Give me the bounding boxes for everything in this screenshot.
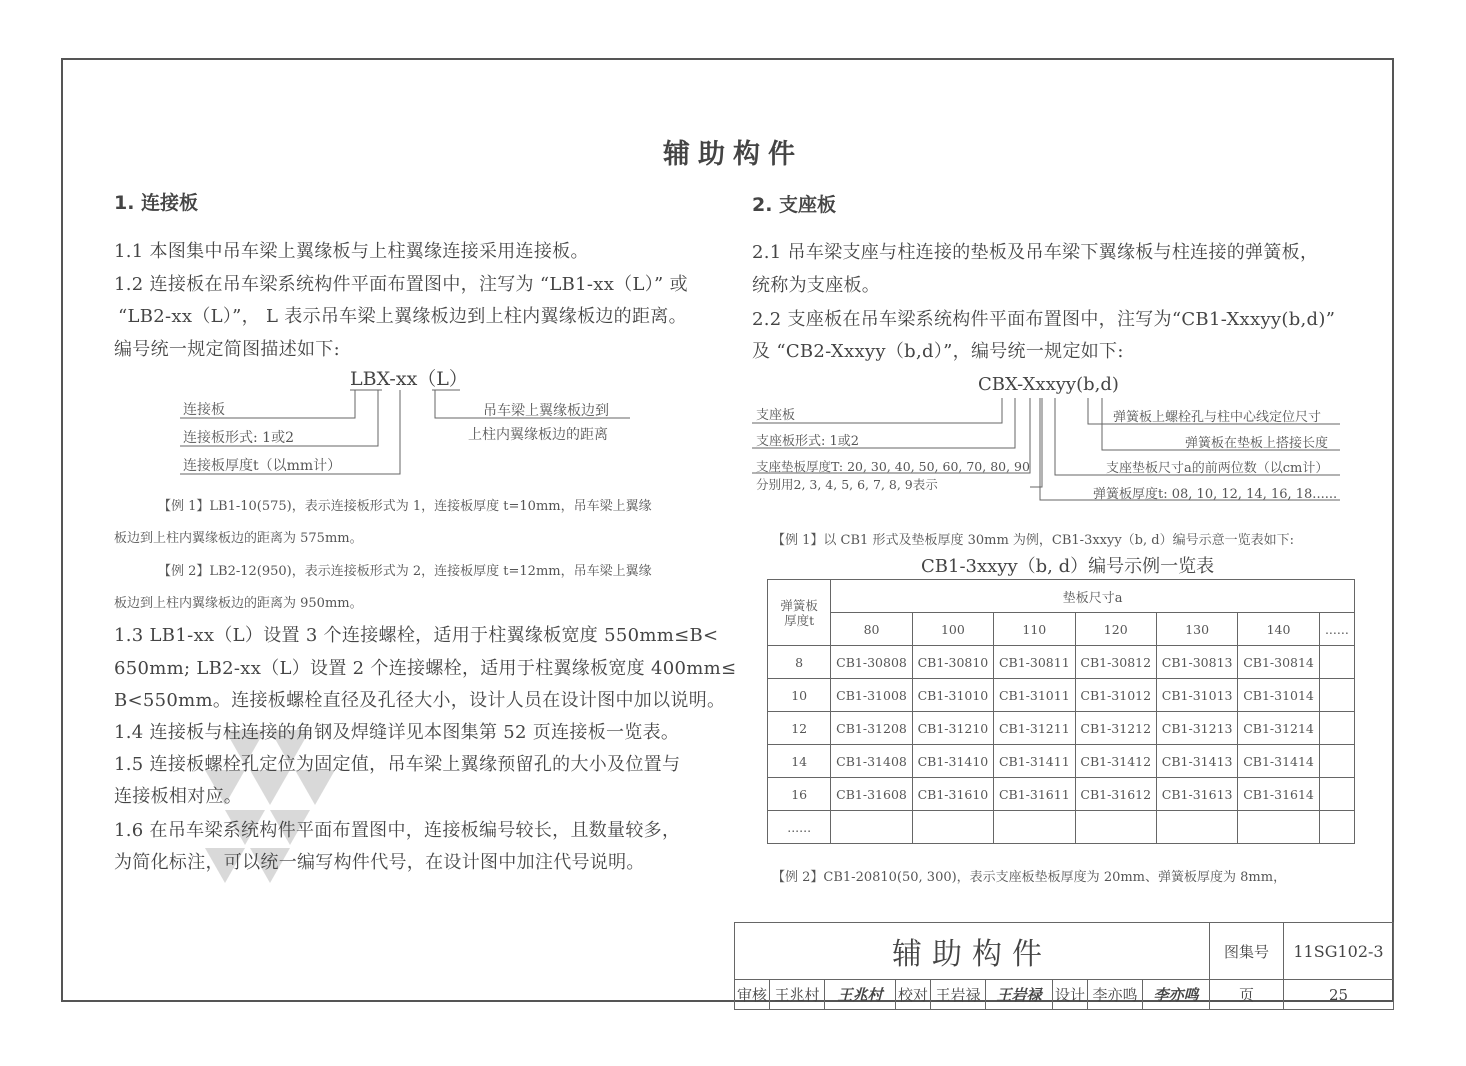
table-cell: CB1-31613 <box>1156 778 1237 811</box>
table-cell: CB1-31414 <box>1238 745 1319 778</box>
table-column-header: ...... <box>1319 613 1354 646</box>
cb-label-plate: 支座板 <box>756 408 796 423</box>
table-column-header: 110 <box>994 613 1075 646</box>
table-cell: CB1-30812 <box>1075 646 1156 679</box>
table-cell <box>1319 712 1354 745</box>
title-block <box>734 922 1394 1010</box>
title-block-designer-signature: 李亦鸣 <box>1142 979 1210 1010</box>
title-block-atlas-no: 11SG102-3 <box>1283 922 1394 980</box>
table-cell: CB1-31211 <box>994 712 1075 745</box>
table-cell: CB1-30811 <box>994 646 1075 679</box>
table-cell: CB1-31013 <box>1156 679 1237 712</box>
table-cell: CB1-31212 <box>1075 712 1156 745</box>
title-block-design-label: 设计 <box>1052 979 1088 1010</box>
cb-example-1: 【例 1】以 CB1 形式及垫板厚度 30mm 为例，CB1-3xxyy（b, d）编号示意一览表如下: <box>772 533 1294 548</box>
example-1-line-b: 板边到上柱内翼缘板边的距离为 575mm。 <box>114 531 363 546</box>
page-title: 辅助构件 <box>663 139 803 170</box>
paragraph-1-3c: B<550mm。连接板螺栓直径及孔径大小，设计人员在设计图中加以说明。 <box>114 690 726 711</box>
table-column-header: 100 <box>912 613 993 646</box>
table-cell: CB1-31213 <box>1156 712 1237 745</box>
table-cell <box>1075 811 1156 844</box>
title-block-page-label: 页 <box>1209 979 1284 1010</box>
paragraph-1-5a: 1.5 连接板螺栓孔定位为固定值，吊车梁上翼缘预留孔的大小及位置与 <box>114 754 681 775</box>
title-block-reviewer-signature: 王兆村 <box>824 979 896 1010</box>
lb-label-thickness: 连接板厚度t（以mm计） <box>183 458 342 474</box>
title-block-review-label: 审核 <box>734 979 770 1010</box>
table-cell: CB1-31412 <box>1075 745 1156 778</box>
table-row <box>768 712 1355 745</box>
cb-label-pad-size: 支座垫板尺寸a的前两位数（以cm计） <box>1106 461 1329 476</box>
paragraph-1-2b: “LB2-xx（L）”， L 表示吊车梁上翼缘板边到上柱内翼缘板边的距离。 <box>118 306 687 327</box>
table-cell <box>1319 778 1354 811</box>
table-cell <box>1319 646 1354 679</box>
cb-numbering-table <box>767 579 1355 844</box>
table-cell: CB1-31008 <box>831 679 912 712</box>
cb-label-pad-thickness: 支座垫板厚度T: 20, 30, 40, 50, 60, 70, 80, 90 <box>756 459 1030 474</box>
table-cell: CB1-31612 <box>1075 778 1156 811</box>
paragraph-2-2a: 2.2 支座板在吊车梁系统构件平面布置图中，注写为“CB1-Xxxyy(b,d)” <box>752 309 1336 330</box>
title-block-name: 辅助构件 <box>734 922 1210 980</box>
example-2-line-b: 板边到上柱内翼缘板边的距离为 950mm。 <box>114 596 363 611</box>
table-cell: CB1-30813 <box>1156 646 1237 679</box>
table-cell: CB1-31011 <box>994 679 1075 712</box>
cb-example-2: 【例 2】CB1-20810(50, 300)，表示支座板垫板厚度为 20mm、弹簧板厚度为 8mm， <box>772 870 1287 885</box>
cb-label-spring-thickness: 弹簧板厚度t: 08, 10, 12, 14, 16, 18...... <box>1093 487 1338 502</box>
table-cell: CB1-31611 <box>994 778 1075 811</box>
table-cell: CB1-31208 <box>831 712 912 745</box>
table-column-header: 120 <box>1075 613 1156 646</box>
title-block-designer: 李亦鸣 <box>1087 979 1143 1010</box>
table-row <box>768 679 1355 712</box>
section-heading-connector-plate: 1. 连接板 <box>114 192 199 214</box>
table-corner-a: 弹簧板 <box>780 597 818 613</box>
table-row-thickness: 16 <box>768 778 831 811</box>
table-row <box>768 811 1355 844</box>
title-block-checker: 王岩禄 <box>930 979 986 1010</box>
table-row-thickness: 8 <box>768 646 831 679</box>
table-cell <box>994 811 1075 844</box>
table-cell: CB1-31014 <box>1238 679 1319 712</box>
table-cell: CB1-30810 <box>912 646 993 679</box>
table-cell: CB1-31610 <box>912 778 993 811</box>
lb-label-distance-a: 吊车梁上翼缘板边到 <box>483 403 609 419</box>
table-cell: CB1-31408 <box>831 745 912 778</box>
paragraph-1-3a: 1.3 LB1-xx（L）设置 3 个连接螺栓，适用于柱翼缘板宽度 550mm≤B< <box>114 625 719 646</box>
paragraph-2-1b: 统称为支座板。 <box>752 275 881 296</box>
table-row-thickness: 14 <box>768 745 831 778</box>
title-block-check-label: 校对 <box>895 979 931 1010</box>
table-cell: CB1-31012 <box>1075 679 1156 712</box>
lb-leader-lines <box>170 385 640 480</box>
table-cell: CB1-31214 <box>1238 712 1319 745</box>
table-row <box>768 745 1355 778</box>
lb-label-form: 连接板形式: 1或2 <box>183 430 294 446</box>
table-column-header-row <box>768 613 1355 646</box>
table-cell: CB1-31614 <box>1238 778 1319 811</box>
paragraph-1-1: 1.1 本图集中吊车梁上翼缘板与上柱翼缘连接采用连接板。 <box>114 241 589 262</box>
cb-label-bolt-position: 弹簧板上螺栓孔与柱中心线定位尺寸 <box>1113 410 1322 425</box>
table-cell: CB1-31608 <box>831 778 912 811</box>
cb-label-pad-codes: 分别用2, 3, 4, 5, 6, 7, 8, 9表示 <box>756 477 938 492</box>
example-1-line-a: 【例 1】LB1-10(575)，表示连接板形式为 1，连接板厚度 t=10mm，吊车梁上翼缘 <box>158 499 652 514</box>
table-corner-b: 厚度t <box>784 612 815 628</box>
table-row <box>768 646 1355 679</box>
paragraph-2-1a: 2.1 吊车梁支座与柱连接的垫板及吊车梁下翼缘板与柱连接的弹簧板， <box>752 242 1319 263</box>
title-block-reviewer: 王兆村 <box>769 979 825 1010</box>
paragraph-1-6b: 为简化标注，可以统一编写构件代号，在设计图中加注代号说明。 <box>114 852 645 873</box>
table-cell <box>831 811 912 844</box>
table-row-thickness: ...... <box>768 811 831 844</box>
table-corner-header <box>768 580 831 646</box>
table-cell: CB1-31210 <box>912 712 993 745</box>
table-cell <box>1319 679 1354 712</box>
table-cell: CB1-30814 <box>1238 646 1319 679</box>
table-cell: CB1-31410 <box>912 745 993 778</box>
table-row-thickness: 10 <box>768 679 831 712</box>
table-cell <box>1156 811 1237 844</box>
paragraph-1-3b: 650mm; LB2-xx（L）设置 2 个连接螺栓，适用于柱翼缘板宽度 400mm≤ <box>114 658 737 679</box>
title-block-checker-signature: 王岩禄 <box>985 979 1053 1010</box>
table-column-header: 130 <box>1156 613 1237 646</box>
lb-code: LBX-xx（L） <box>350 368 468 390</box>
table-title: CB1-3xxyy（b, d）编号示例一览表 <box>921 556 1215 577</box>
table-cell: CB1-31411 <box>994 745 1075 778</box>
paragraph-1-4: 1.4 连接板与柱连接的角钢及焊缝详见本图集第 52 页连接板一览表。 <box>114 722 680 743</box>
cb-leader-lines <box>750 395 1350 505</box>
table-cell <box>912 811 993 844</box>
table-row-thickness: 12 <box>768 712 831 745</box>
cb-label-overlap: 弹簧板在垫板上搭接长度 <box>1185 436 1329 451</box>
table-cell: CB1-31010 <box>912 679 993 712</box>
paragraph-1-5b: 连接板相对应。 <box>114 786 243 807</box>
table-cell <box>1319 745 1354 778</box>
lb-label-distance-b: 上柱内翼缘板边的距离 <box>468 427 608 443</box>
paragraph-2-2b: 及 “CB2-Xxxyy（b,d）”，编号统一规定如下: <box>752 341 1124 362</box>
lb-label-plate: 连接板 <box>183 402 225 418</box>
title-block-atlas-label: 图集号 <box>1209 922 1284 980</box>
paragraph-1-6a: 1.6 在吊车梁系统构件平面布置图中，连接板编号较长，且数量较多， <box>114 820 681 841</box>
table-row <box>768 778 1355 811</box>
table-cell <box>1319 811 1354 844</box>
table-cell <box>1238 811 1319 844</box>
table-cell: CB1-31413 <box>1156 745 1237 778</box>
table-cell: CB1-30808 <box>831 646 912 679</box>
table-column-header: 80 <box>831 613 912 646</box>
example-2-line-a: 【例 2】LB2-12(950)，表示连接板形式为 2，连接板厚度 t=12mm，吊车梁上翼缘 <box>158 564 652 579</box>
section-heading-support-plate: 2. 支座板 <box>752 194 837 216</box>
paragraph-1-2a: 1.2 连接板在吊车梁系统构件平面布置图中，注写为 “LB1-xx（L）” 或 <box>114 274 688 295</box>
cb-label-form: 支座板形式: 1或2 <box>756 434 860 449</box>
paragraph-1-2c: 编号统一规定简图描述如下: <box>114 339 340 360</box>
table-span-header: 垫板尺寸a <box>831 580 1355 613</box>
table-column-header: 140 <box>1238 613 1319 646</box>
cb-code: CBX-Xxxyy(b,d) <box>978 374 1119 395</box>
table-body <box>768 646 1355 844</box>
title-block-page-no: 25 <box>1283 979 1394 1010</box>
